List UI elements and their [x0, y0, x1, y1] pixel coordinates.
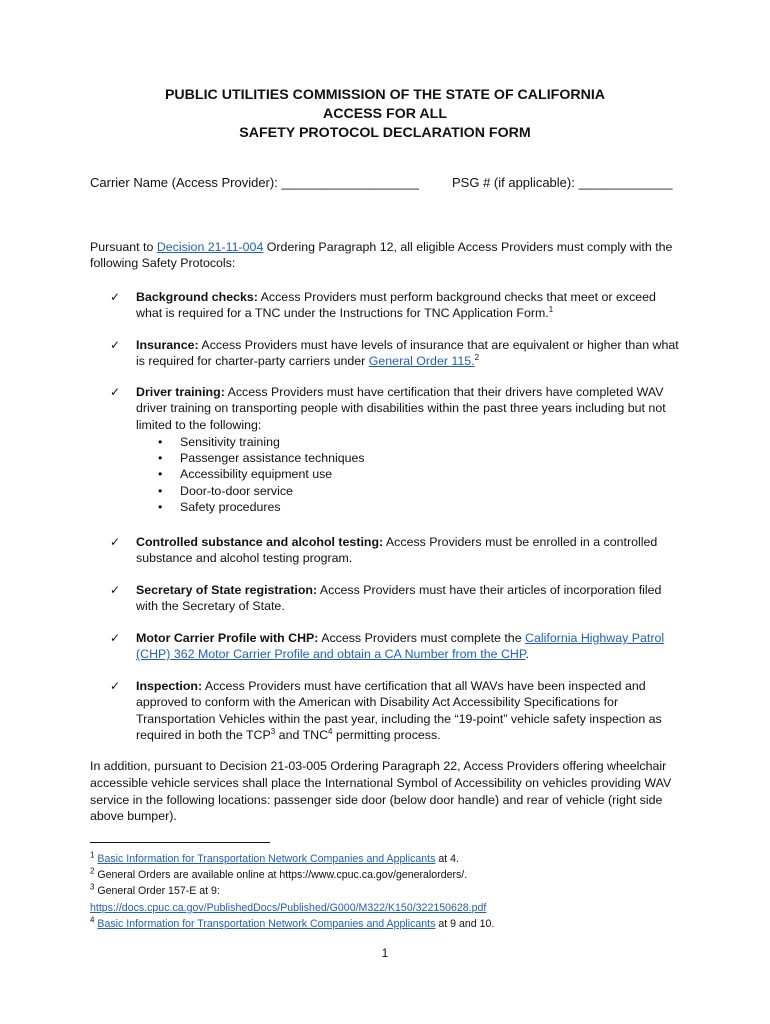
- carrier-name-field[interactable]: Carrier Name (Access Provider): ___________________: [90, 175, 419, 190]
- footnote-number: 4: [90, 915, 95, 925]
- footnote-4-link[interactable]: Basic Information for Transportation Network Companies and Applicants: [97, 917, 436, 930]
- footnote-4: [90, 916, 690, 932]
- intro-text-after: Ordering Paragraph 12, all eligible Access Providers must comply with the following Safety Protocols:: [90, 240, 673, 271]
- footnote-ref: 3: [270, 726, 276, 736]
- chp-motor-carrier-link[interactable]: California Highway Patrol (CHP) 362 Motor Carrier Profile and obtain a CA Number from the CHP: [136, 631, 665, 662]
- footnote-3-link[interactable]: https://docs.cpuc.ca.gov/PublishedDocs/Published/G000/M322/K150/322150628.pdf: [90, 901, 487, 914]
- protocol-text-mid: and TNC: [275, 727, 329, 742]
- training-list: [158, 434, 685, 515]
- checkmark-icon: ✓: [110, 631, 121, 645]
- list-item: • Safety procedures: [158, 499, 685, 515]
- protocol-heading: Motor Carrier Profile with CHP:: [136, 631, 319, 645]
- footnote-ref: 1: [548, 305, 554, 315]
- decision-link[interactable]: Decision 21-11-004: [156, 240, 264, 254]
- checkmark-icon: ✓: [110, 338, 121, 352]
- footnote-ref: 4: [328, 726, 333, 736]
- protocol-heading: Controlled substance and alcohol testing:: [136, 535, 384, 549]
- protocol-text-after: .: [525, 647, 529, 662]
- list-item: • Accessibility equipment use: [158, 466, 685, 482]
- title-line-3: SAFETY PROTOCOL DECLARATION FORM: [239, 125, 531, 141]
- checkmark-icon: ✓: [110, 385, 121, 399]
- protocol-secretary-of-state: [110, 582, 685, 615]
- psg-number-field[interactable]: PSG # (if applicable): _____________: [452, 175, 673, 190]
- checkmark-icon: ✓: [110, 679, 121, 693]
- intro-paragraph: [90, 239, 680, 272]
- protocol-driver-training: [110, 384, 685, 515]
- list-item: • Door-to-door service: [158, 483, 685, 499]
- protocol-heading: Secretary of State registration:: [136, 583, 318, 597]
- footnote-number: 1: [90, 850, 95, 860]
- footnote-text: at 9 and 10.: [435, 917, 495, 930]
- checkmark-icon: ✓: [110, 583, 121, 597]
- protocol-inspection: [110, 678, 685, 743]
- footnote-text: General Order 157-E at 9:: [94, 885, 220, 898]
- protocol-text: Access Providers must have their articles of incorporation filed with the Secretary of State.: [136, 583, 662, 614]
- protocol-text: Access Providers must perform background checks that meet or exceed what is required for a TNC under the Instructions for TNC Application Form.: [136, 290, 656, 321]
- footnote-number: 2: [90, 866, 95, 876]
- title-line-1: PUBLIC UTILITIES COMMISSION OF THE STATE OF CALIFORNIA: [164, 87, 606, 103]
- protocol-text: Access Providers must have levels of insurance that are equivalent or higher than what is required for charter-party carriers under: [136, 338, 679, 369]
- footnote-1-link[interactable]: Basic Information for Transportation Network Companies and Applicants: [97, 853, 436, 865]
- protocol-substance-testing: [110, 534, 685, 567]
- checkmark-icon: ✓: [110, 290, 121, 304]
- protocol-text-after: permitting process.: [332, 727, 441, 742]
- checkmark-icon: ✓: [110, 535, 121, 549]
- general-order-115-link[interactable]: General Order 115.: [368, 354, 475, 369]
- footnote-text: at 4.: [435, 853, 459, 865]
- footnotes: [90, 851, 690, 932]
- footnote-divider: [90, 842, 270, 843]
- footnote-3: [90, 883, 690, 899]
- footnote-number: 3: [90, 882, 95, 892]
- footnote-3-url-line: [90, 900, 690, 916]
- addition-paragraph: In addition, pursuant to Decision 21-03-005 Ordering Paragraph 22, Access Providers offering wheelchair accessible vehicle services shall place the International Symbol of Accessibility on vehicles providing WAV service in the following locations: passenger side door (below door handle) and rear of vehicle (right side above bumper).: [90, 759, 672, 824]
- protocol-insurance: [110, 337, 685, 370]
- page-number: 1: [381, 946, 389, 960]
- protocol-text: Access Providers must complete the: [318, 631, 526, 645]
- protocol-heading: Inspection:: [136, 679, 203, 693]
- protocol-heading: Driver training:: [136, 385, 225, 399]
- footnote-text: General Orders are available online at https://www.cpuc.ca.gov/generalorders/.: [94, 869, 468, 882]
- protocol-heading: Background checks:: [136, 290, 258, 304]
- intro-text-before: Pursuant to: [90, 240, 157, 254]
- protocol-motor-carrier-chp: [110, 630, 685, 663]
- protocol-text: Access Providers must have certification that their drivers have completed WAV driver training on transporting people with disabilities within the past three years including but not limited to the following:: [136, 385, 666, 432]
- form-title: [0, 86, 770, 143]
- protocol-text: Access Providers must have certification that all WAVs have been inspected and approved to conform with the American with Disability Act Accessibility Specifications for Transportation Vehicles within the past year, including the “19-point” vehicle safety inspection as required in both the TCP: [136, 679, 662, 742]
- title-line-2: ACCESS FOR ALL: [322, 106, 447, 122]
- protocol-heading: Insurance:: [136, 338, 199, 352]
- footnote-ref: 2: [474, 353, 480, 363]
- list-item: • Sensitivity training: [158, 434, 685, 450]
- protocol-background-checks: [110, 289, 685, 322]
- footnote-1: [90, 851, 690, 867]
- protocol-text: Access Providers must be enrolled in a controlled substance and alcohol testing program.: [136, 535, 658, 566]
- footnote-2: [90, 867, 690, 883]
- list-item: • Passenger assistance techniques: [158, 450, 685, 466]
